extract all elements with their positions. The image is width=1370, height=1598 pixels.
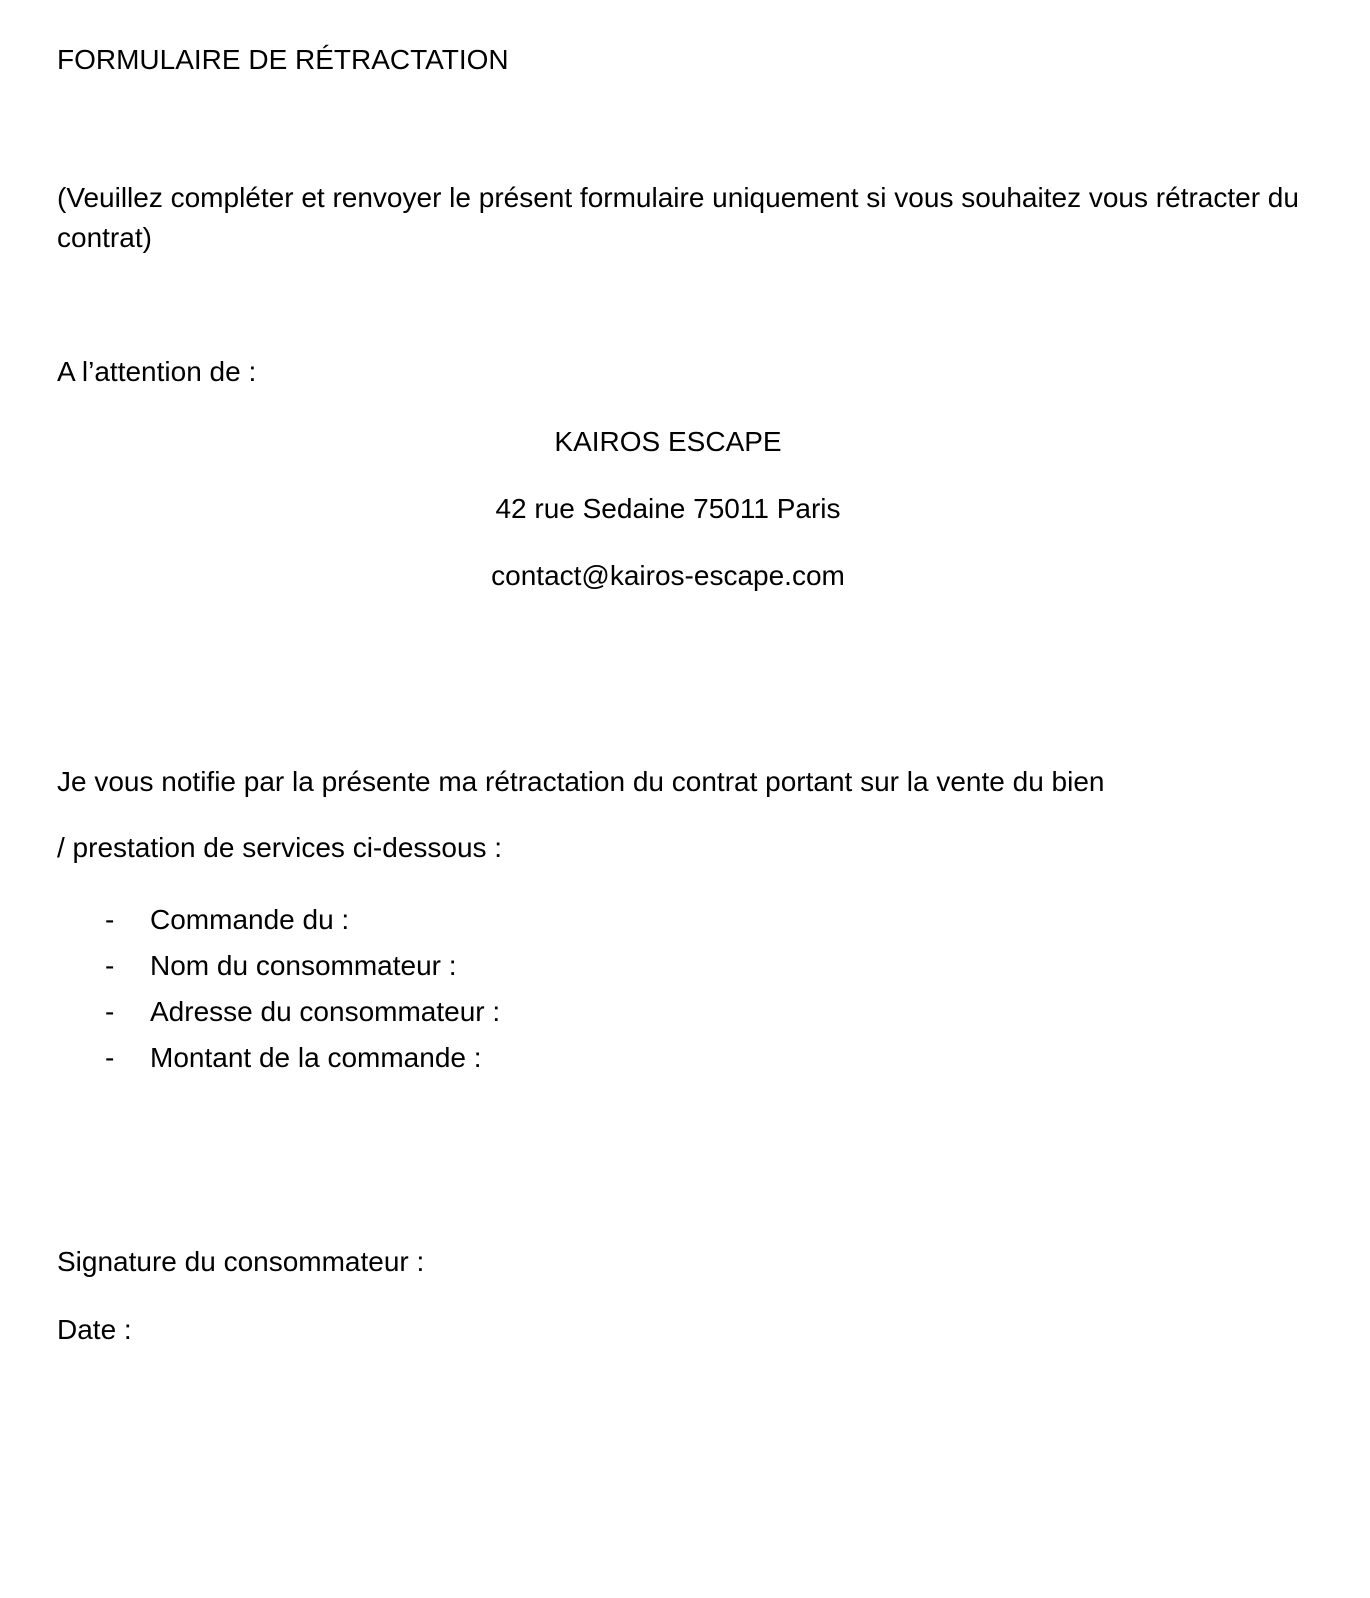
list-bullet: - bbox=[105, 1042, 115, 1073]
list-item-order-amount bbox=[57, 1035, 1313, 1081]
list-item-label: Commande du : bbox=[150, 904, 350, 935]
list-bullet: - bbox=[105, 950, 115, 981]
intro-note: (Veuillez compléter et renvoyer le présent formulaire uniquement si vous souhaitez vous rétracter du contrat) bbox=[57, 182, 1299, 253]
signature-line: Signature du consommateur : bbox=[57, 1246, 425, 1277]
withdrawal-details-list bbox=[57, 897, 1313, 1081]
list-item-label: Montant de la commande : bbox=[150, 1042, 482, 1073]
list-item-label: Nom du consommateur : bbox=[150, 950, 457, 981]
list-item-order-date bbox=[57, 897, 1313, 943]
list-item-consumer-name bbox=[57, 943, 1313, 989]
notification-line-2: / prestation de services ci-dessous : bbox=[57, 832, 503, 863]
list-item-consumer-address bbox=[57, 989, 1313, 1035]
recipient-email: contact@kairos-escape.com bbox=[491, 560, 845, 591]
recipient-address: 42 rue Sedaine 75011 Paris bbox=[495, 493, 841, 524]
list-bullet: - bbox=[105, 996, 115, 1027]
attention-line: A l’attention de : bbox=[57, 356, 257, 387]
document-title: FORMULAIRE DE RÉTRACTATION bbox=[57, 44, 509, 75]
list-item-label: Adresse du consommateur : bbox=[150, 996, 501, 1027]
date-line: Date : bbox=[57, 1314, 132, 1345]
notification-line: Je vous notifie par la présente ma rétractation du contrat portant sur la vente du bien bbox=[57, 766, 1105, 797]
recipient-name: KAIROS ESCAPE bbox=[554, 426, 782, 457]
list-bullet: - bbox=[105, 904, 115, 935]
